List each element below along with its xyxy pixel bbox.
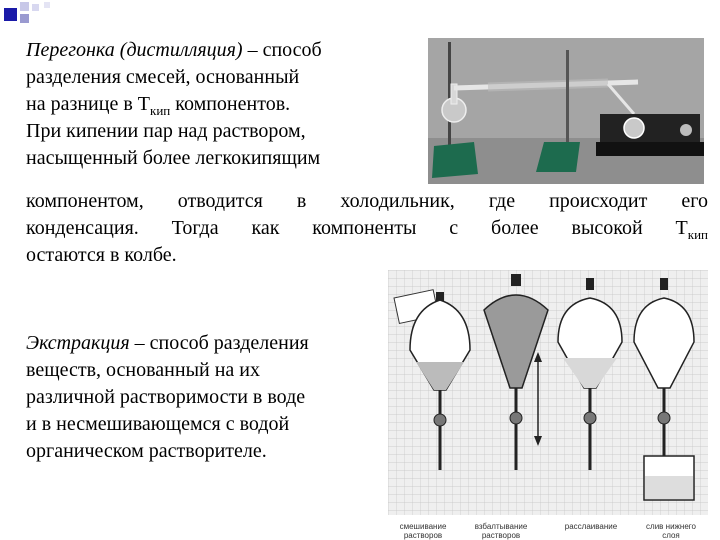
diagram-caption-4: слив нижнего слоя [646,522,696,540]
distillation-line-4: При кипении пар над раствором, [26,120,306,142]
distillation-line-7: конденсация. Тогда как компоненты с более высокой $Т_{кип}$ [26,217,708,242]
distillation-line-3: на разнице в $Т_{кип}$ компонентов. [26,93,291,118]
diagram-caption-3: расслаивание [564,522,618,531]
distillation-apparatus-photo [428,38,704,184]
diagram-caption-1: смешивание растворов [399,522,447,540]
extraction-funnels-diagram [388,270,708,515]
distillation-line-1: Перегонка (дистилляция) – способ [26,39,322,61]
distillation-line-8: остаются в колбе. [26,244,177,266]
extraction-line-5: органическом растворителе. [26,440,267,462]
distillation-line-5: насыщенный более легкокипящим [26,147,321,169]
extraction-term: Экстракция [26,332,130,354]
distillation-term: Перегонка (дистилляция) [26,39,243,61]
extraction-line-1: Экстракция – способ разделения [26,332,309,354]
extraction-line-4: и в несмешивающемся с водой [26,413,290,435]
distillation-line-6: компонентом, отводится в холодильник, где происходит его [26,190,708,212]
distillation-line-2: разделения смесей, основанный [26,66,300,88]
extraction-line-2: веществ, основанный на их [26,359,261,381]
diagram-caption-2: взбалтывание растворов [474,522,528,540]
extraction-line-3: различной растворимости в воде [26,386,306,408]
